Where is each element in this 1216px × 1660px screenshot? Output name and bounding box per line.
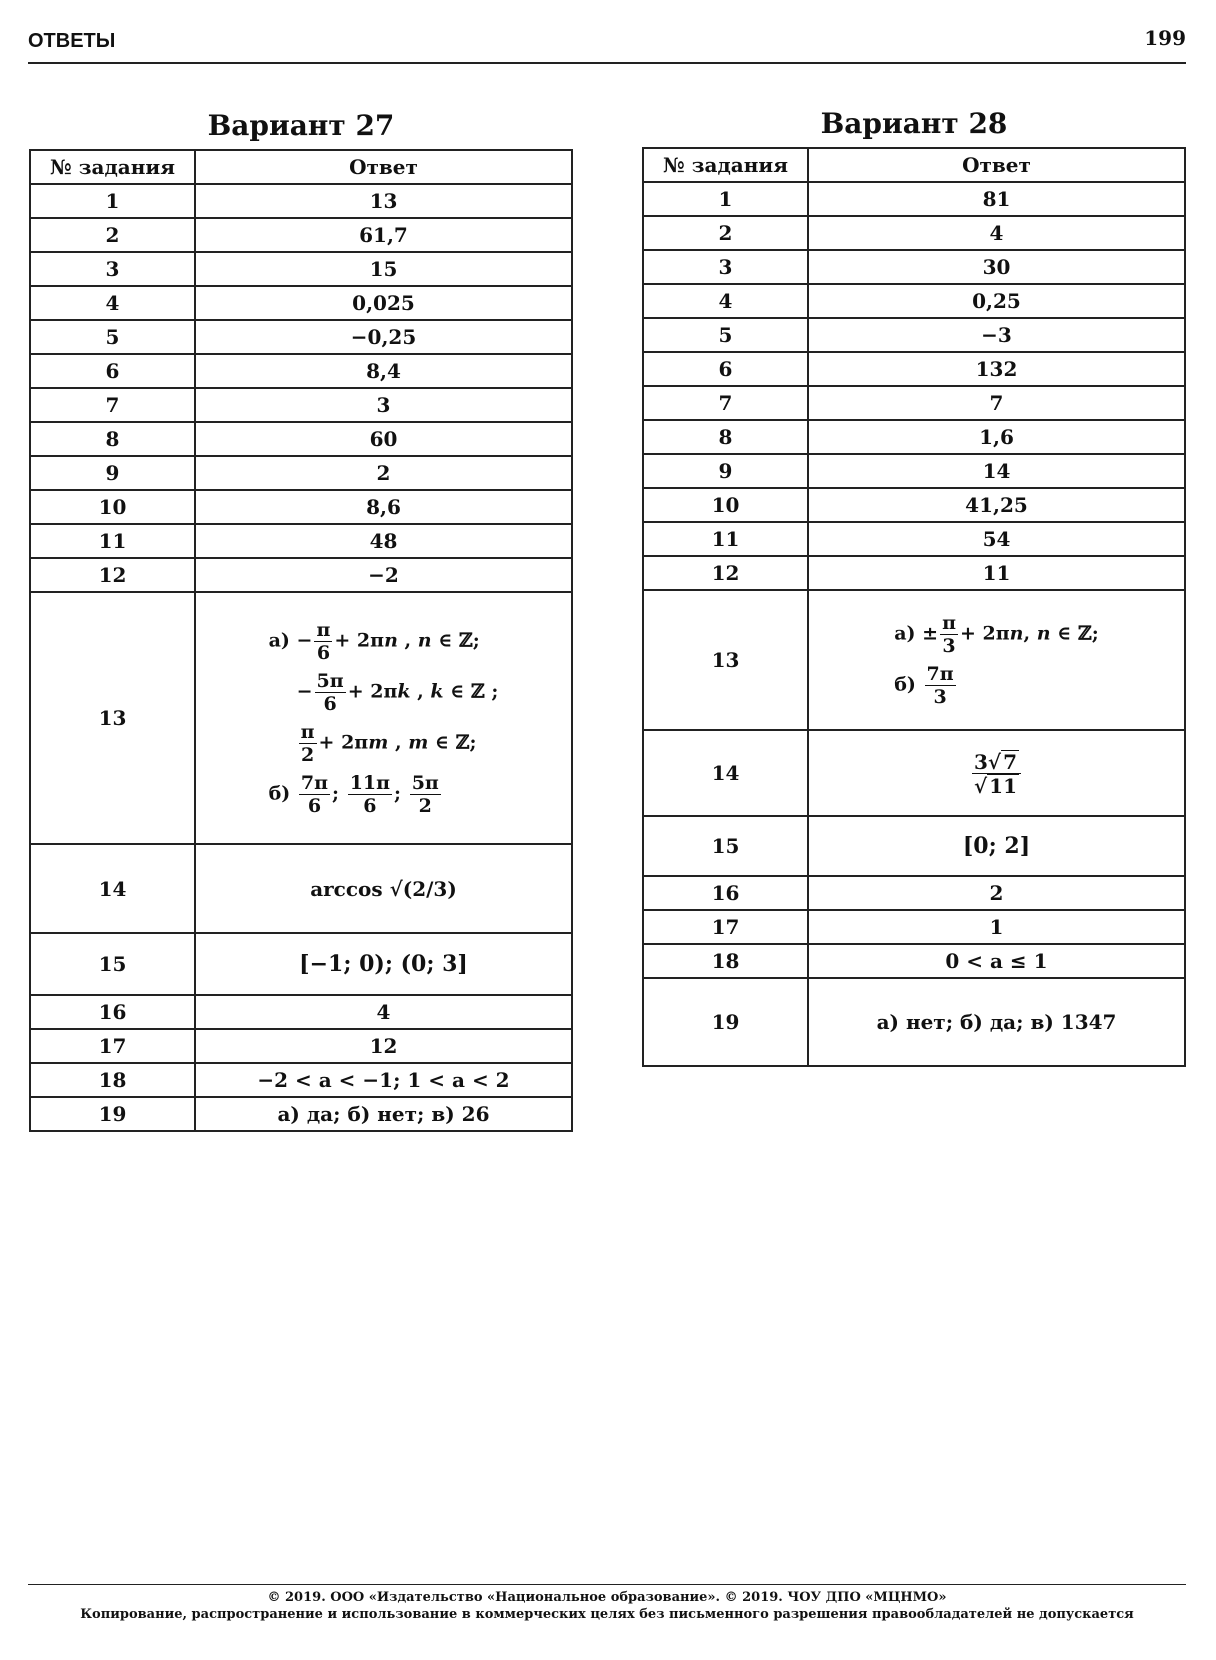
task-number: 10 — [30, 490, 195, 524]
task-number: 5 — [30, 320, 195, 354]
table-row — [643, 876, 1185, 910]
table-row — [643, 730, 1185, 816]
answer-cell: 0 < a ≤ 1 — [808, 944, 1185, 978]
table-row — [30, 456, 572, 490]
task-number: 8 — [30, 422, 195, 456]
table-row — [30, 524, 572, 558]
task-number: 4 — [30, 286, 195, 320]
answer-15: [−1; 0); (0; 3] — [195, 933, 572, 995]
table-row — [643, 944, 1185, 978]
answer-cell: −2 < a < −1; 1 < a < 2 — [195, 1063, 572, 1097]
answer-cell: 4 — [808, 216, 1185, 250]
table-row — [30, 592, 572, 844]
table-row — [643, 420, 1185, 454]
table-row — [643, 816, 1185, 876]
table-row — [643, 250, 1185, 284]
task-number: 8 — [643, 420, 808, 454]
answer-cell: −0,25 — [195, 320, 572, 354]
task-number: 7 — [30, 388, 195, 422]
table-row — [30, 286, 572, 320]
table-row — [30, 388, 572, 422]
table-row — [30, 995, 572, 1029]
task-number: 15 — [30, 933, 195, 995]
answer-cell: 61,7 — [195, 218, 572, 252]
task-number: 3 — [643, 250, 808, 284]
task-number: 14 — [643, 730, 808, 816]
answer-cell: 8,4 — [195, 354, 572, 388]
task-number: 1 — [643, 182, 808, 216]
table-row — [643, 910, 1185, 944]
table-row — [643, 590, 1185, 730]
table-row — [30, 252, 572, 286]
table-row — [30, 1063, 572, 1097]
table-row — [30, 218, 572, 252]
answer-cell: 2 — [195, 456, 572, 490]
answer-cell: −2 — [195, 558, 572, 592]
task-number: 18 — [30, 1063, 195, 1097]
task-number-header: № задания — [30, 150, 195, 184]
answer-cell: а) да; б) нет; в) 26 — [195, 1097, 572, 1131]
answer-cell: 2 — [808, 876, 1185, 910]
variant-27-table — [29, 149, 573, 1132]
answer-cell: 7 — [808, 386, 1185, 420]
running-title: ОТВЕТЫ — [28, 30, 116, 52]
task-number: 13 — [30, 592, 195, 844]
copyright-line: © 2019. ООО «Издательство «Национальное образование». © 2019. ЧОУ ДПО «МЦНМО» — [267, 1590, 947, 1605]
table-row — [30, 1029, 572, 1063]
answer-header: Ответ — [195, 150, 572, 184]
task-number: 6 — [643, 352, 808, 386]
answer-13: а) − $\frac{\pi}{6}$ + 2πn , n ∈ ℤ; − $\frac{5\pi}{6}$ + 2πk , k ∈ ℤ ; $\frac{\pi}{2}$ + 2πm , m ∈ ℤ; б) $\frac{7\pi}{6}$ ; $\frac{11\pi}{6}$ ; $\frac{5\pi}{2}$ — [195, 592, 572, 844]
task-number: 10 — [643, 488, 808, 522]
variant-27 — [29, 103, 573, 1132]
answer-cell: 30 — [808, 250, 1185, 284]
task-number: 11 — [643, 522, 808, 556]
answer-cell: 13 — [195, 184, 572, 218]
answer-19: а) нет; б) да; в) 1347 — [808, 978, 1185, 1066]
task-number: 16 — [643, 876, 808, 910]
task-number: 12 — [30, 558, 195, 592]
table-row — [643, 216, 1185, 250]
answer-cell: −3 — [808, 318, 1185, 352]
table-row — [643, 556, 1185, 590]
table-row — [643, 488, 1185, 522]
answer-cell: 41,25 — [808, 488, 1185, 522]
answer-cell: 12 — [195, 1029, 572, 1063]
task-number: 15 — [643, 816, 808, 876]
table-row — [30, 490, 572, 524]
answer-cell: 132 — [808, 352, 1185, 386]
table-row — [30, 422, 572, 456]
variant-28-table — [642, 147, 1186, 1067]
table-row — [30, 844, 572, 933]
task-number: 9 — [30, 456, 195, 490]
table-row — [30, 558, 572, 592]
table-row — [643, 318, 1185, 352]
table-row — [30, 354, 572, 388]
task-number: 17 — [643, 910, 808, 944]
task-number: 18 — [643, 944, 808, 978]
copying-notice: Копирование, распространение и использование в коммерческих целях без письменного разрешения правообладателей не допускается — [80, 1607, 1134, 1622]
task-number: 11 — [30, 524, 195, 558]
answer-cell: 81 — [808, 182, 1185, 216]
answer-cell: 0,25 — [808, 284, 1185, 318]
page-number: 199 — [1144, 26, 1186, 50]
answer-cell: 4 — [195, 995, 572, 1029]
answer-cell: 11 — [808, 556, 1185, 590]
table-row — [30, 320, 572, 354]
task-number: 19 — [643, 978, 808, 1066]
task-number: 12 — [643, 556, 808, 590]
answer-cell: 60 — [195, 422, 572, 456]
variant-28-title: Вариант 28 — [820, 107, 1008, 140]
task-number: 2 — [30, 218, 195, 252]
task-number: 13 — [643, 590, 808, 730]
answer-cell: 8,6 — [195, 490, 572, 524]
task-number: 1 — [30, 184, 195, 218]
table-row — [643, 352, 1185, 386]
answer-cell: 1,6 — [808, 420, 1185, 454]
task-number: 19 — [30, 1097, 195, 1131]
answer-cell: 48 — [195, 524, 572, 558]
answer-cell: 0,025 — [195, 286, 572, 320]
task-number: 3 — [30, 252, 195, 286]
variant-27-title: Вариант 27 — [207, 109, 395, 142]
answer-15: [0; 2] — [808, 816, 1185, 876]
task-number: 7 — [643, 386, 808, 420]
answer-header: Ответ — [808, 148, 1185, 182]
task-number: 16 — [30, 995, 195, 1029]
task-number-header: № задания — [643, 148, 808, 182]
table-row — [30, 184, 572, 218]
task-number: 6 — [30, 354, 195, 388]
answer-13: а) ± $\frac{\pi}{3}$ + 2πn, n ∈ ℤ; б) $\frac{7\pi}{3}$ — [808, 590, 1185, 730]
task-number: 17 — [30, 1029, 195, 1063]
answer-cell: 54 — [808, 522, 1185, 556]
variant-28 — [642, 101, 1186, 1067]
table-row — [643, 386, 1185, 420]
task-number: 9 — [643, 454, 808, 488]
table-row — [643, 182, 1185, 216]
table-row — [643, 978, 1185, 1066]
answer-cell: 1 — [808, 910, 1185, 944]
answer-cell: 15 — [195, 252, 572, 286]
answer-cell: 3 — [195, 388, 572, 422]
task-number: 14 — [30, 844, 195, 933]
table-row — [30, 933, 572, 995]
table-row — [643, 284, 1185, 318]
task-number: 4 — [643, 284, 808, 318]
answer-14: $\frac{3√ 7}{√ 11}$ — [808, 730, 1185, 816]
answer-cell: 14 — [808, 454, 1185, 488]
answer-14: arccos √(2/3) — [195, 844, 572, 933]
copyright-footer — [28, 1584, 1186, 1623]
table-row — [30, 1097, 572, 1131]
task-number: 2 — [643, 216, 808, 250]
table-row — [643, 522, 1185, 556]
page-header — [28, 26, 1186, 64]
table-row — [643, 454, 1185, 488]
task-number: 5 — [643, 318, 808, 352]
